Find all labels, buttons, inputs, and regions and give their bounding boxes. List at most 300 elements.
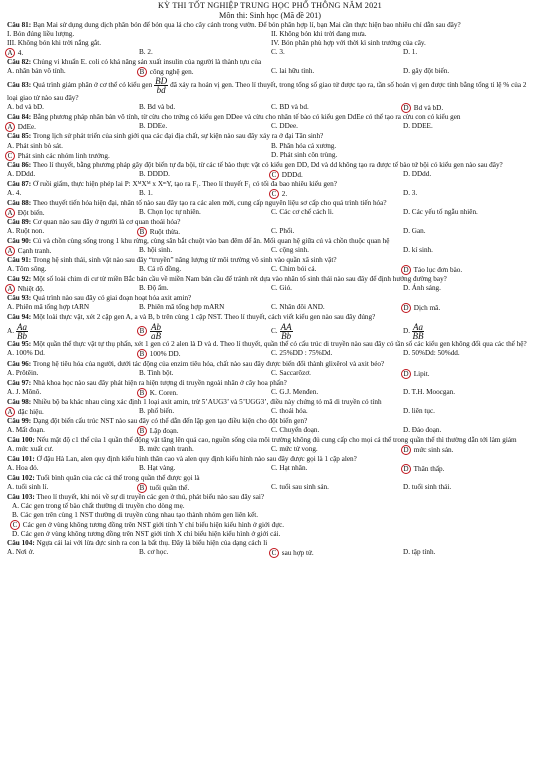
- option-text: Phát sinh các nhóm linh trưởng.: [16, 151, 110, 160]
- option-text: C. Chim bói cá.: [271, 265, 317, 274]
- answer-option: [139, 464, 271, 474]
- option-text: D. Phát sinh côn trùng.: [271, 150, 338, 159]
- option-text: sau hợp tử.: [280, 549, 314, 558]
- answer-mark: C: [269, 548, 279, 558]
- answer-option: [271, 265, 403, 275]
- question-103: [7, 493, 535, 539]
- answer-mark: A: [5, 407, 15, 417]
- statement: II. Không bón khi trời đang mưa.: [271, 30, 367, 39]
- option-text: A. Ruột non.: [7, 226, 45, 235]
- answer-option: [403, 67, 535, 77]
- answer-mark: B: [137, 67, 147, 77]
- option-text: C. 25%DD : 75%Dd.: [271, 349, 333, 358]
- answer-option: [139, 548, 271, 558]
- question-stem: [7, 493, 535, 502]
- genotype-fraction: [150, 323, 162, 340]
- option-text: D. liên tục.: [403, 406, 435, 415]
- answer-option: [271, 322, 403, 340]
- option-text: B. Các gen trên cùng 1 NST thường di truyền cùng nhau tạo thành nhóm gen liên kết.: [12, 511, 259, 520]
- answer-option: [7, 407, 139, 417]
- option-text: A. Các gen trong tế bào chất thường di truyền cho dòng mẹ.: [12, 502, 185, 511]
- option-text: C. tuổi sau sinh sản.: [271, 483, 329, 492]
- option-row: [7, 246, 535, 256]
- answer-option: [7, 227, 139, 237]
- answer-mark: A: [5, 284, 15, 294]
- question-text: Một số loài chim di cư từ miền Bắc bán cầu về miền Nam bán cầu để tránh rét dựa vào nhân tố sinh thái nào sau đây để định hướng đường bay?: [32, 275, 447, 284]
- option-text: B. hội sinh.: [139, 246, 173, 255]
- answer-mark: D: [401, 369, 411, 379]
- answer-option: [139, 48, 271, 58]
- question-stem: [7, 21, 535, 30]
- question-stem: [7, 161, 535, 170]
- option-row: [7, 303, 535, 313]
- question-number: Câu 84:: [7, 113, 32, 122]
- option-text: C. Nhân đôi AND.: [271, 303, 325, 312]
- option-label: C.: [271, 327, 278, 336]
- answer-option: [403, 548, 535, 558]
- answer-option: [139, 284, 271, 294]
- answer-option: [7, 445, 139, 455]
- question-stem: [7, 294, 535, 303]
- question-number: Câu 95:: [7, 340, 32, 349]
- question-text: Chủng vi khuẩn E. coli có khả năng sản xuất insulin của người là thành tựu của: [32, 58, 262, 67]
- option-text: tuổi quần thể.: [148, 484, 190, 493]
- answer-mark: B: [137, 326, 147, 336]
- option-text: B. Tinh bột.: [139, 368, 174, 377]
- answer-option: [271, 67, 403, 77]
- answer-option: [7, 548, 139, 558]
- answer-option: [403, 464, 535, 474]
- option-text: A. Phát sinh bò sát.: [7, 141, 63, 150]
- question-number: Câu 93:: [7, 294, 32, 303]
- question-stem: [7, 417, 535, 426]
- question-text: Quá trình giảm phân ở cơ thể có kiểu gen: [31, 81, 153, 90]
- option-row: [7, 322, 535, 340]
- answer-option: [139, 483, 271, 493]
- answer-option: [271, 227, 403, 237]
- question-list: [7, 21, 535, 558]
- question-number: Câu 88:: [7, 198, 32, 207]
- answer-option: [7, 322, 139, 340]
- question-stem: [7, 180, 535, 189]
- question-91: [7, 256, 535, 275]
- question-stem: [7, 474, 535, 483]
- option-text: Nhiệt độ.: [16, 285, 45, 294]
- question-stem: [7, 539, 535, 548]
- option-text: C. Phổi.: [271, 226, 295, 235]
- question-text: Ở đậu Hà Lan, alen quy định kiểu hình thân cao và alen quy định kiểu hình nào sau đây được gọi là 1 cặp alen?: [36, 454, 357, 463]
- question-number: Câu 87:: [7, 179, 32, 188]
- answer-option: [139, 445, 271, 455]
- option-text: B. mức cạnh tranh.: [139, 444, 194, 453]
- question-text: Một loài thực vật, xét 2 cặp gen A, a và B, b trên cùng 1 cặp NST. Theo lí thuyết, cách viết kiểu gen nào sau đây đúng?: [32, 313, 376, 322]
- option-text: D. tuổi sinh thái.: [403, 483, 452, 492]
- question-number: Câu 101:: [7, 454, 35, 463]
- answer-option: [7, 246, 139, 256]
- option-row: [7, 464, 535, 474]
- option-text: C. cộng sinh.: [271, 246, 309, 255]
- answer-option: [403, 246, 535, 256]
- option-text: K. Coren.: [148, 388, 178, 397]
- question-text: Một quần thể thực vật tự thụ phấn, xét 1 gen có 2 alen là D và d. Theo lí thuyết, quần thể có cấu trúc di truyền nào sau đây có tần số các kiểu gen không đổi qua các thế hệ?: [32, 340, 527, 349]
- option-text: DDDd.: [280, 170, 303, 179]
- question-101: [7, 455, 535, 474]
- answer-mark: C: [10, 520, 20, 530]
- option-text: D. Đảo đoạn.: [403, 425, 442, 434]
- option-row: [7, 208, 535, 218]
- answer-option: [403, 483, 535, 493]
- answer-option: [7, 208, 139, 218]
- answer-mark: D: [401, 303, 411, 313]
- answer-mark: D: [401, 464, 411, 474]
- answer-option: [7, 483, 139, 493]
- option-text: C. lai hữu tính.: [271, 67, 315, 76]
- fraction-numerator: Ab: [151, 322, 161, 333]
- question-stem: [7, 132, 535, 141]
- answer-option: [271, 349, 403, 359]
- question-text: Dạng đột biến cấu trúc NST nào sau đây có thể dẫn đến lặp gen tạo điều kiện cho đột biến gen?: [32, 416, 308, 425]
- question-88: [7, 199, 535, 218]
- answer-mark: B: [137, 426, 147, 436]
- option-text: Ruột thừa.: [148, 227, 181, 236]
- answer-option: [271, 426, 403, 436]
- question-number: Câu 97:: [7, 378, 32, 387]
- answer-option: [403, 407, 535, 417]
- answer-option: [139, 322, 271, 340]
- answer-mark: A: [5, 208, 15, 218]
- question-number: Câu 94:: [7, 313, 32, 322]
- option-row: [7, 48, 535, 58]
- question-85: [7, 132, 535, 160]
- question-text: Theo thuyết tiến hóa hiện đại, nhân tố nào sau đây tạo ra các alen mới, cung cấp nguyên liệu sơ cấp cho quá trình tiến hóa?: [32, 198, 387, 207]
- question-number: Câu 82:: [7, 58, 32, 67]
- answer-option: [403, 208, 535, 218]
- option-row: [7, 103, 535, 113]
- answer-option: [271, 189, 403, 199]
- answer-option: [403, 388, 535, 398]
- question-text: Trong hệ tiêu hóa của người, dưới tác động của enzim tiêu hóa, chất nào sau đây được biến đổi thành glixêrol và axit béo?: [32, 359, 385, 368]
- answer-option: [403, 103, 535, 113]
- option-row: [7, 189, 535, 199]
- question-96: [7, 360, 535, 379]
- question-text: Tuổi bình quân của các cá thể trong quần thể được gọi là: [36, 474, 200, 483]
- option-text: B. Độ ẩm.: [139, 284, 169, 293]
- option-text: A. Mất đoạn.: [7, 425, 45, 434]
- answer-option: [139, 349, 271, 359]
- answer-option: [403, 265, 535, 275]
- option-text: D. Ánh sáng.: [403, 284, 441, 293]
- question-text: đã xảy ra hoán vị gen. Theo lí thuyết, trong tổng số giao tử được tạo ra, tần số hoán vị gen được tính bằng tổng tỉ lệ % của 2 loại giao tử nào sau đây?: [7, 81, 527, 103]
- question-text: Theo lí thuyết, khi nói về sự di truyền các gen ở thú, phát biểu nào sau đây sai?: [36, 493, 265, 502]
- option-label: A.: [7, 327, 14, 336]
- answer-mark: B: [137, 227, 147, 237]
- question-87: [7, 180, 535, 199]
- exam-header: [0, 1, 540, 21]
- question-number: Câu 81:: [7, 21, 32, 29]
- fraction-numerator: AA: [280, 322, 292, 333]
- question-stem: [7, 340, 535, 349]
- option-text: C. Chuyển đoạn.: [271, 425, 320, 434]
- answer-option: [403, 322, 535, 340]
- answer-option: [139, 170, 271, 180]
- option-text: A. Hoa đỏ.: [7, 464, 39, 473]
- question-number: Câu 83:: [7, 81, 32, 90]
- option-text: B. phổ biến.: [139, 406, 175, 415]
- answer-option: [139, 246, 271, 256]
- answer-option: [403, 426, 535, 436]
- statement: I. Bón đúng liều lượng.: [7, 30, 75, 39]
- question-89: [7, 218, 535, 237]
- option-text: C. Hạt nhăn.: [271, 464, 308, 473]
- question-text: Cú và chồn cùng sống trong 1 khu rừng, cùng săn bắt chuột vào ban đêm để ăn. Mối quan hệ giữa cú và chồn thuộc quan hệ: [32, 236, 390, 245]
- answer-option: [139, 265, 271, 275]
- statement-row: [7, 30, 535, 39]
- answer-mark: C: [269, 189, 279, 199]
- question-stem: [7, 275, 535, 284]
- answer-mark: A: [5, 246, 15, 256]
- option-text: C. Gió.: [271, 284, 292, 293]
- question-stem: [7, 455, 535, 464]
- option-text: D. tập tính.: [403, 548, 436, 557]
- answer-option: [139, 388, 271, 398]
- answer-option: [7, 284, 139, 294]
- answer-mark: D: [401, 445, 411, 455]
- answer-option: [271, 208, 403, 218]
- option-text: B. Phiên mã tổng hợp mARN: [139, 303, 225, 312]
- option-text: A. nhân bản vô tính.: [7, 67, 66, 76]
- question-98: [7, 398, 535, 417]
- answer-option: [403, 122, 535, 132]
- question-stem: [7, 77, 535, 103]
- genotype-fraction: [280, 323, 293, 340]
- option-text: B. DDEe.: [139, 122, 168, 131]
- answer-option: [7, 170, 139, 180]
- option-text: D. DDEE.: [403, 122, 433, 131]
- option-text: A. Prôtêin.: [7, 368, 39, 377]
- answer-option: [7, 142, 271, 151]
- option-text: D. Các gen ở vùng không tương đồng trên NST giới tính X chỉ biểu hiện kiểu hình ở giới cái.: [12, 530, 281, 539]
- question-text: Bằng phương pháp nhân bản vô tính, từ cừu cho trứng có kiểu gen DDee và cừu cho nhân tế bào có kiểu gen DdEe có thể tạo ra cừu con có kiểu gen: [32, 113, 461, 122]
- fraction-numerator: Aa: [413, 322, 423, 333]
- option-text: D. 1.: [403, 48, 418, 57]
- answer-option: [139, 189, 271, 199]
- question-text: Quá trình nào sau đây có giai đoạn hoạt hóa axit amin?: [32, 294, 192, 303]
- question-90: [7, 237, 535, 256]
- option-text: B. Cá rô đồng.: [139, 265, 182, 274]
- question-stem: [7, 379, 535, 388]
- answer-option: [139, 227, 271, 237]
- question-number: Câu 85:: [7, 132, 32, 141]
- question-number: Câu 99:: [7, 416, 32, 425]
- option-text: D. kí sinh.: [403, 246, 433, 255]
- answer-option: [271, 103, 403, 113]
- answer-option: [139, 122, 271, 132]
- option-text: 2.: [280, 189, 288, 198]
- question-93: [7, 294, 535, 313]
- option-text: D. Gan.: [403, 226, 426, 235]
- question-stem: [7, 436, 535, 445]
- answer-option: [271, 48, 403, 58]
- option-text: C. Saccarôzơ.: [271, 368, 311, 377]
- answer-option: [7, 48, 139, 58]
- answer-option: [271, 464, 403, 474]
- option-text: Cạnh tranh.: [16, 247, 52, 256]
- answer-option: [139, 67, 271, 77]
- option-text: 100% DD.: [148, 350, 181, 359]
- option-text: A. Tôm sông.: [7, 265, 47, 274]
- option-text: D. 50%Dd: 50%dd.: [403, 349, 460, 358]
- fraction-denominator: BB: [412, 331, 424, 342]
- option-row: [7, 407, 535, 417]
- question-stem: [7, 218, 535, 227]
- question-number: Câu 89:: [7, 217, 32, 226]
- fraction-denominator: bd: [156, 85, 166, 96]
- answer-option: [7, 265, 139, 275]
- answer-option: [7, 67, 139, 77]
- option-row: [7, 170, 535, 180]
- question-82: [7, 58, 535, 77]
- answer-option: [403, 227, 535, 237]
- answer-mark: A: [5, 122, 15, 132]
- answer-option: [271, 122, 403, 132]
- question-95: [7, 340, 535, 359]
- answer-option: [271, 303, 403, 313]
- question-97: [7, 379, 535, 398]
- option-row: [7, 426, 535, 436]
- option-text: D. gây đột biến.: [403, 67, 450, 76]
- statement: IV. Bón phân phù hợp với thời kì sinh trưởng của cây.: [271, 39, 426, 48]
- answer-option: [7, 349, 139, 359]
- answer-option: [139, 303, 271, 313]
- answer-option: [7, 388, 139, 398]
- answer-option: [271, 151, 535, 161]
- option-text: C. thoái hóa.: [271, 406, 308, 415]
- answer-option: [403, 349, 535, 359]
- option-text: DdEe.: [16, 123, 36, 132]
- option-text: C. BD và bd.: [271, 103, 309, 112]
- option-row: [7, 548, 535, 558]
- option-row: [7, 369, 535, 379]
- option-text: 4.: [16, 49, 24, 58]
- answer-option: [271, 369, 403, 379]
- question-100: [7, 436, 535, 455]
- answer-option: [403, 284, 535, 294]
- answer-option: [7, 511, 535, 520]
- question-number: Câu 102:: [7, 474, 35, 483]
- option-text: A. DDdd.: [7, 169, 36, 178]
- answer-option: [7, 464, 139, 474]
- genotype-fraction: [412, 323, 424, 340]
- statement-row: [7, 39, 535, 48]
- question-81: [7, 21, 535, 58]
- answer-mark: B: [137, 483, 147, 493]
- fraction-denominator: Bb: [281, 331, 292, 342]
- question-text: Nếu mật độ c1 thể của 1 quần thể động vật tăng lên quá cao, nguồn sống của môi trường không đủ cung cấp cho mọi cá thể trong quần thể thì thường dẫn tới làm giảm: [36, 435, 517, 444]
- question-text: Ở ruồi giấm, thực hiện phép lai P: XᴹXᴹ x XᵐY, tạo ra F₁. Theo lí thuyết F₁ có tối đa bao nhiêu kiểu gen?: [32, 179, 337, 188]
- question-number: Câu 98:: [7, 397, 32, 406]
- option-text: công nghệ gen.: [148, 68, 194, 77]
- option-text: B. DDDD.: [139, 169, 170, 178]
- option-text: A. Phiên mã tổng hợp tARN: [7, 303, 90, 312]
- answer-option: [271, 142, 535, 151]
- answer-option: [7, 369, 139, 379]
- option-text: Các gen ở vùng không tương đồng trên NST giới tính Y chỉ biểu hiện kiểu hình ở giới đực.: [21, 521, 285, 530]
- option-text: A. tuổi sinh lí.: [7, 483, 49, 492]
- question-text: Nhiều bộ ba khác nhau cùng xác định 1 loại axit amin, trừ 5’AUG3’ và 5’UGG3’, điều này chứng tỏ mã di truyền có tính: [32, 397, 382, 406]
- question-stem: [7, 199, 535, 208]
- question-number: Câu 90:: [7, 236, 32, 245]
- exam-subtitle: Môn thi: Sinh học (Mã đề 201): [219, 11, 321, 20]
- question-number: Câu 86:: [7, 160, 32, 169]
- answer-mark: D: [401, 265, 411, 275]
- option-row: [7, 483, 535, 493]
- option-text: B. Bd và bd.: [139, 103, 176, 112]
- option-text: C. Các cơ chế cách li.: [271, 207, 334, 216]
- question-text: Trong hệ sinh thái, sinh vật nào sau đây “truyền” năng lượng từ môi trường vô sinh vào quần xã sinh vật?: [32, 256, 337, 265]
- option-text: đặc hiệu.: [16, 407, 44, 416]
- answer-mark: C: [5, 151, 15, 161]
- option-text: Thân thấp.: [412, 465, 445, 474]
- fraction-numerator: Aa: [17, 322, 27, 333]
- question-text: Bạn Mai sử dụng dung dịch phân bón để bón qua lá cho cây cảnh trong vườn. Để bón phân hợp lí, bạn Mai cần thực hiện bao nhiêu chỉ dẫn sau đây?: [32, 21, 461, 29]
- option-text: D. 3.: [403, 188, 418, 197]
- answer-option: [7, 426, 139, 436]
- answer-option: [7, 520, 535, 530]
- answer-option: [139, 103, 271, 113]
- option-text: B. Phân hóa cá xương.: [271, 141, 337, 150]
- answer-option: [7, 530, 535, 539]
- question-84: [7, 113, 535, 132]
- option-label: D.: [403, 327, 410, 336]
- option-text: Tảo lục đơn bào.: [412, 266, 463, 275]
- answer-option: [7, 502, 535, 511]
- answer-option: [403, 48, 535, 58]
- option-row: [7, 67, 535, 77]
- answer-option: [271, 170, 403, 180]
- option-text: B. cơ học.: [139, 548, 169, 557]
- option-row: [7, 445, 535, 455]
- answer-mark: D: [401, 103, 411, 113]
- option-row: [7, 284, 535, 294]
- question-stem: [7, 256, 535, 265]
- answer-option: [7, 103, 139, 113]
- option-text: B. 1.: [139, 188, 153, 197]
- answer-option: [403, 189, 535, 199]
- answer-option: [403, 369, 535, 379]
- option-text: C. G.J. Menđen.: [271, 387, 319, 396]
- option-text: D. T.H. Moocgan.: [403, 387, 456, 396]
- question-text: Theo lí thuyết, bằng phương pháp gây đột biến tự đa bội, từ các tế bào thực vật có kiểu gen DD, Dd và dd không tạo ra được tế bào tứ bội có kiểu gen nào sau đây?: [32, 160, 503, 169]
- answer-option: [403, 170, 535, 180]
- question-stem: [7, 237, 535, 246]
- fraction-denominator: Bb: [17, 331, 27, 342]
- option-text: Lipit.: [412, 369, 430, 378]
- option-text: B. 2.: [139, 48, 153, 57]
- genotype-fraction: [154, 77, 168, 94]
- answer-mark: B: [137, 349, 147, 359]
- option-text: Lặp đoạn.: [148, 426, 179, 435]
- question-99: [7, 417, 535, 436]
- answer-option: [271, 388, 403, 398]
- question-86: [7, 161, 535, 180]
- statement: III. Không bón khi trời nắng gắt.: [7, 39, 102, 48]
- answer-option: [139, 426, 271, 436]
- answer-option: [7, 303, 139, 313]
- option-text: A. J. Mônô.: [7, 387, 42, 396]
- option-row: [7, 388, 535, 398]
- option-text: A. 100% Dd.: [7, 349, 45, 358]
- answer-option: [271, 445, 403, 455]
